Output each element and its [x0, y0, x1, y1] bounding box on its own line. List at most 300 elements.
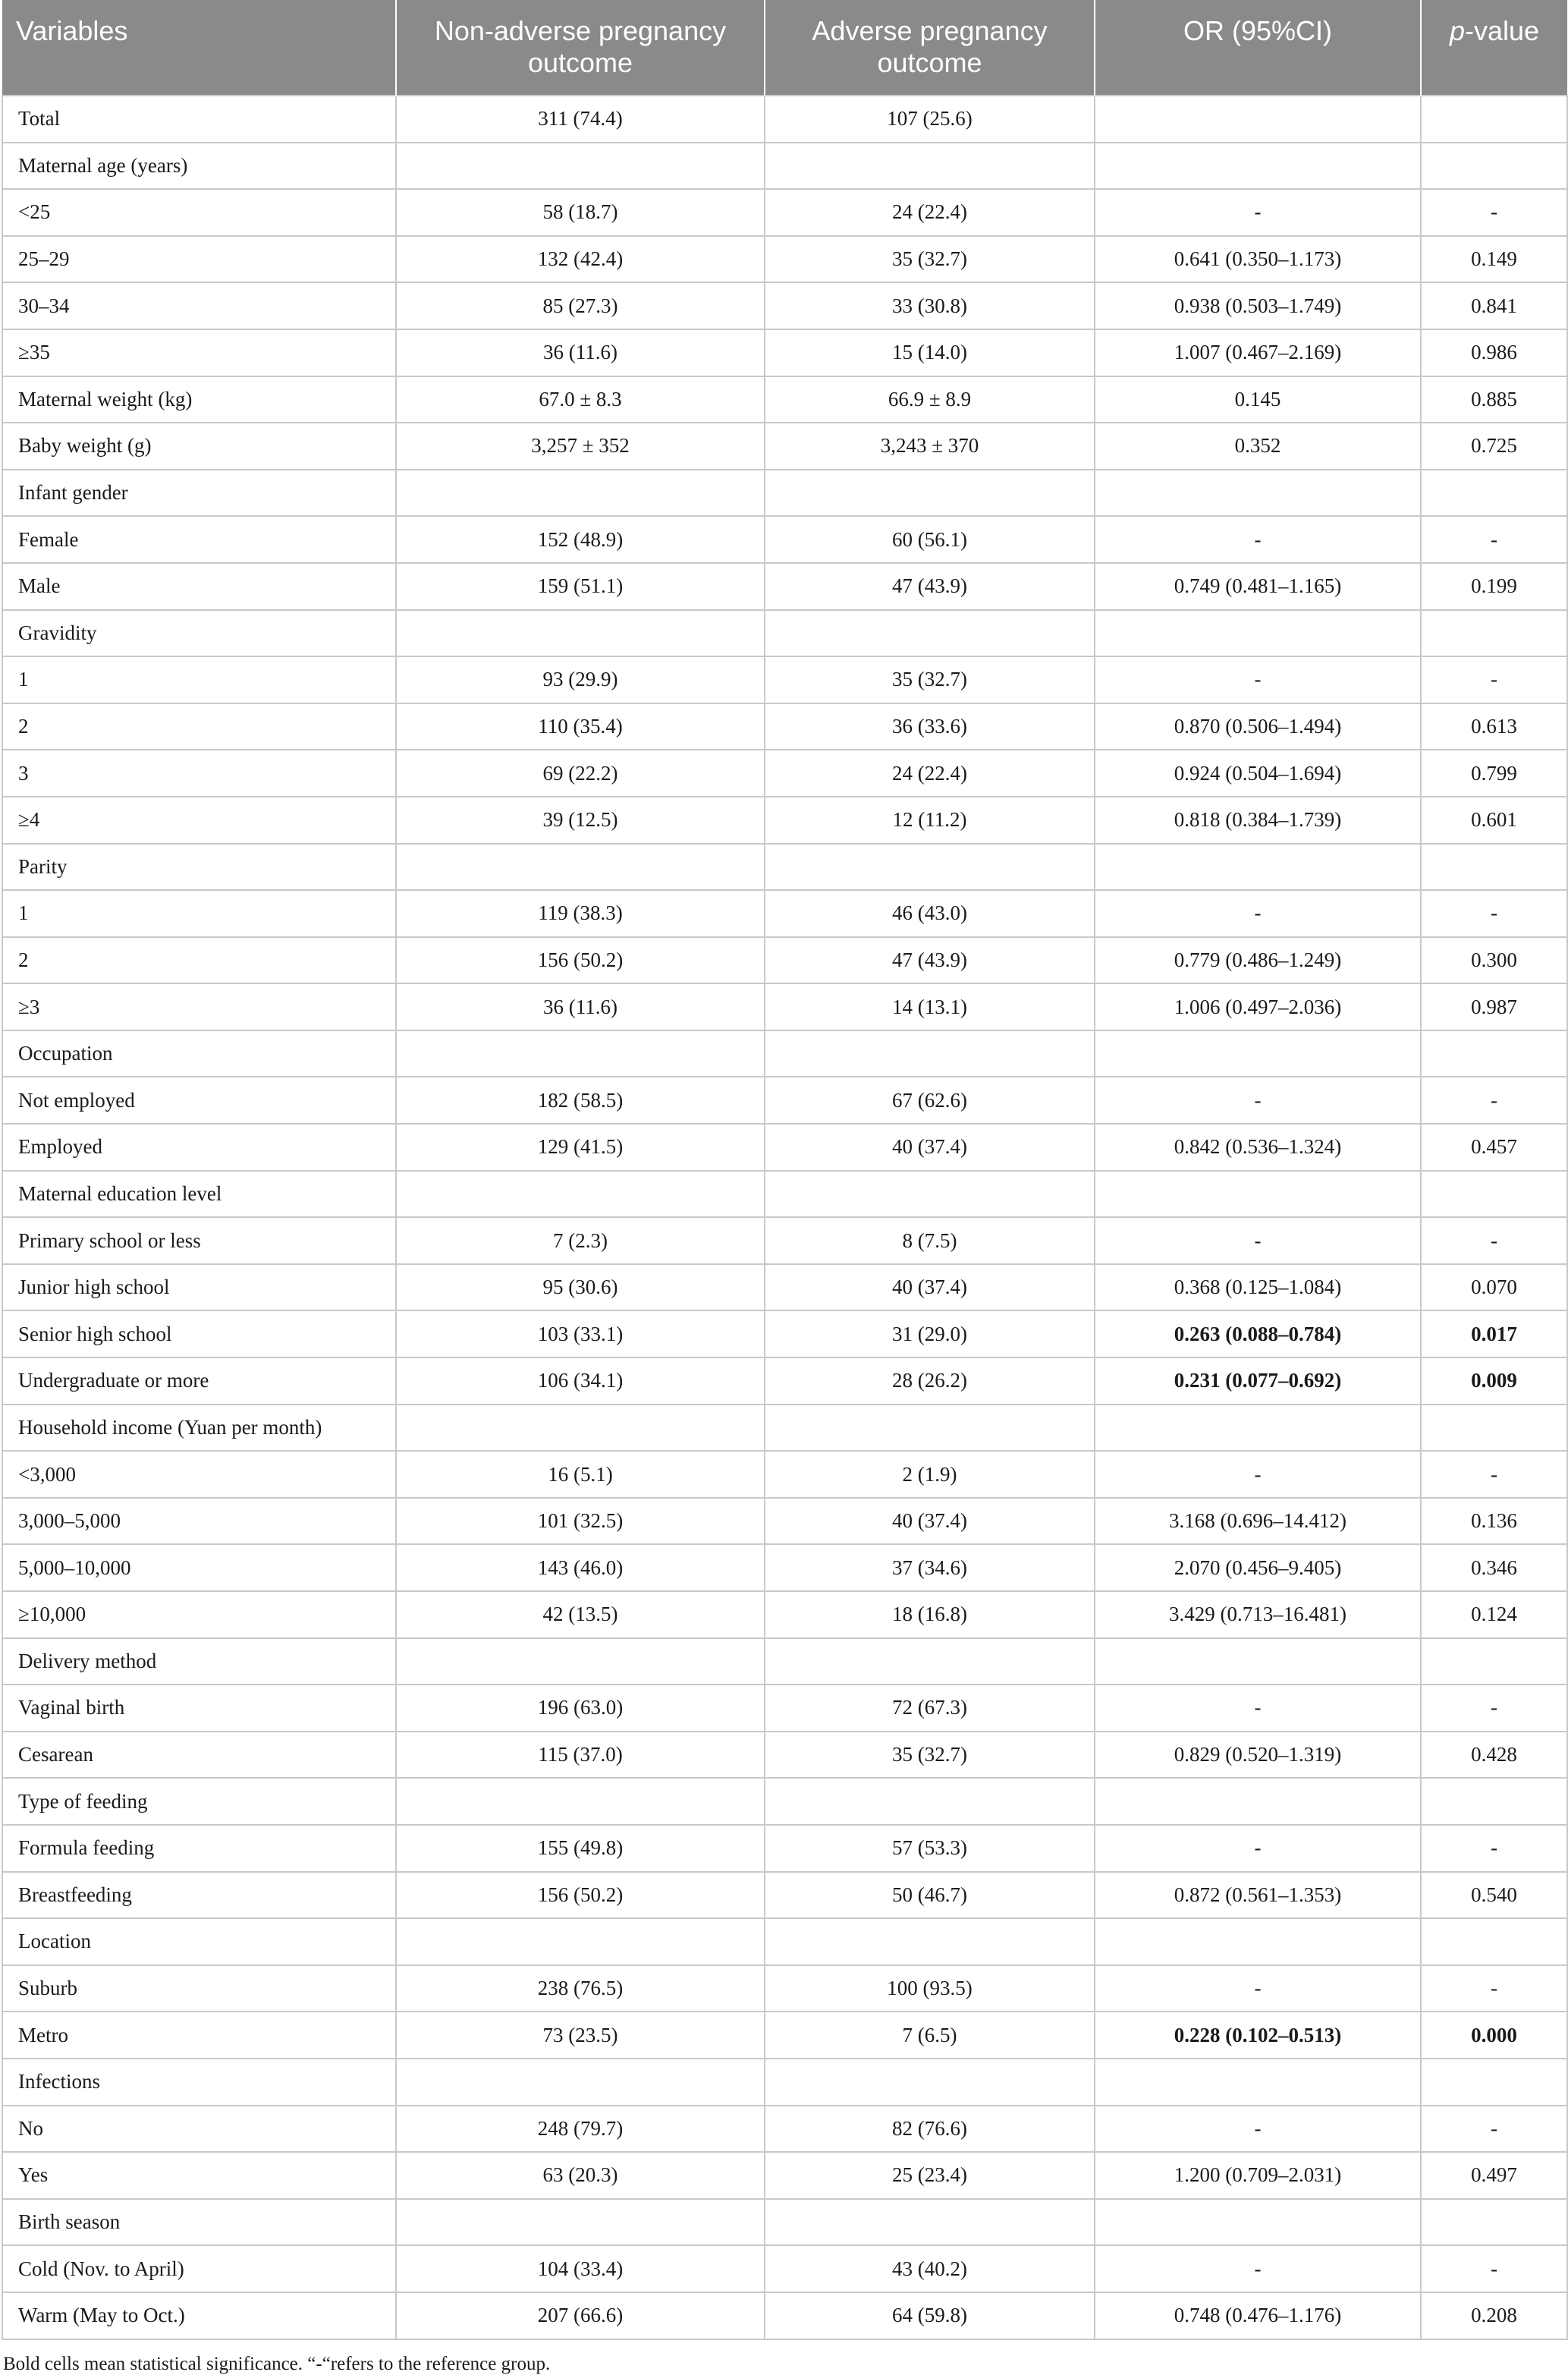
- cell-odds-ratio: [1095, 1918, 1421, 1965]
- cell-p-value: [1421, 844, 1567, 891]
- cell-p-value: 0.346: [1421, 1544, 1567, 1591]
- cell-p-value: [1421, 2199, 1567, 2246]
- cell-adverse: [765, 1405, 1095, 1452]
- cell-variable: Location: [2, 1918, 396, 1965]
- cell-non-adverse: 36 (11.6): [396, 329, 765, 376]
- table-row: [2, 1498, 1567, 1545]
- cell-odds-ratio: 0.231 (0.077–0.692): [1095, 1357, 1421, 1405]
- cell-odds-ratio: 0.368 (0.125–1.084): [1095, 1264, 1421, 1311]
- cell-odds-ratio: 0.228 (0.102–0.513): [1095, 2012, 1421, 2059]
- cell-p-value: 0.199: [1421, 563, 1567, 610]
- cell-odds-ratio: 0.352: [1095, 423, 1421, 470]
- cell-non-adverse: 129 (41.5): [396, 1124, 765, 1171]
- cell-variable: Household income (Yuan per month): [2, 1405, 396, 1452]
- cell-variable: Yes: [2, 2152, 396, 2199]
- cell-p-value: 0.017: [1421, 1310, 1567, 1357]
- cell-odds-ratio: 0.641 (0.350–1.173): [1095, 236, 1421, 283]
- cell-adverse: 37 (34.6): [765, 1544, 1095, 1591]
- table-header: [2, 0, 1567, 96]
- cell-variable: Formula feeding: [2, 1825, 396, 1872]
- table-row: [2, 236, 1567, 283]
- cell-variable: Cold (Nov. to April): [2, 2245, 396, 2292]
- table-row: [2, 610, 1567, 657]
- cell-p-value: -: [1421, 1825, 1567, 1872]
- cell-non-adverse: 95 (30.6): [396, 1264, 765, 1311]
- cell-adverse: 40 (37.4): [765, 1498, 1095, 1545]
- cell-variable: Suburb: [2, 1965, 396, 2012]
- cell-odds-ratio: -: [1095, 890, 1421, 937]
- cell-p-value: 0.540: [1421, 1872, 1567, 1919]
- table-row: [2, 1171, 1567, 1218]
- cell-p-value: -: [1421, 1685, 1567, 1732]
- header-non-adverse-outcome: Non-adverse pregnancy outcome: [396, 0, 765, 96]
- cell-non-adverse: 152 (48.9): [396, 516, 765, 563]
- cell-p-value: [1421, 470, 1567, 517]
- cell-odds-ratio: -: [1095, 1217, 1421, 1264]
- cell-odds-ratio: [1095, 96, 1421, 143]
- cell-adverse: 46 (43.0): [765, 890, 1095, 937]
- table-row: [2, 423, 1567, 470]
- table-row: [2, 2152, 1567, 2199]
- cell-odds-ratio: 0.924 (0.504–1.694): [1095, 750, 1421, 797]
- cell-odds-ratio: 0.938 (0.503–1.749): [1095, 282, 1421, 329]
- cell-p-value: [1421, 143, 1567, 190]
- cell-non-adverse: 104 (33.4): [396, 2245, 765, 2292]
- cell-adverse: 25 (23.4): [765, 2152, 1095, 2199]
- cell-p-value: -: [1421, 1077, 1567, 1124]
- cell-odds-ratio: 0.818 (0.384–1.739): [1095, 797, 1421, 844]
- cell-adverse: 67 (62.6): [765, 1077, 1095, 1124]
- header-p-italic: p: [1449, 15, 1465, 46]
- cell-odds-ratio: [1095, 2059, 1421, 2106]
- cell-variable: Undergraduate or more: [2, 1357, 396, 1405]
- cell-odds-ratio: -: [1095, 516, 1421, 563]
- cell-odds-ratio: [1095, 1171, 1421, 1218]
- cell-non-adverse: 106 (34.1): [396, 1357, 765, 1405]
- cell-adverse: 35 (32.7): [765, 656, 1095, 703]
- cell-adverse: [765, 470, 1095, 517]
- cell-adverse: [765, 2059, 1095, 2106]
- table-row: [2, 563, 1567, 610]
- cell-variable: <3,000: [2, 1451, 396, 1498]
- cell-variable: 1: [2, 890, 396, 937]
- cell-variable: Parity: [2, 844, 396, 891]
- cell-odds-ratio: -: [1095, 1965, 1421, 2012]
- header-variables: Variables: [2, 0, 396, 96]
- cell-odds-ratio: -: [1095, 189, 1421, 236]
- cell-variable: 2: [2, 703, 396, 750]
- cell-odds-ratio: 0.842 (0.536–1.324): [1095, 1124, 1421, 1171]
- cell-non-adverse: 103 (33.1): [396, 1310, 765, 1357]
- cell-odds-ratio: 2.070 (0.456–9.405): [1095, 1544, 1421, 1591]
- cell-adverse: 72 (67.3): [765, 1685, 1095, 1732]
- table-row: [2, 2245, 1567, 2292]
- cell-p-value: [1421, 1171, 1567, 1218]
- cell-odds-ratio: 0.779 (0.486–1.249): [1095, 937, 1421, 984]
- cell-p-value: -: [1421, 1217, 1567, 1264]
- table-row: [2, 1264, 1567, 1311]
- cell-adverse: [765, 1030, 1095, 1077]
- cell-non-adverse: 238 (76.5): [396, 1965, 765, 2012]
- table-row: [2, 1685, 1567, 1732]
- cell-p-value: 0.300: [1421, 937, 1567, 984]
- cell-adverse: 100 (93.5): [765, 1965, 1095, 2012]
- cell-variable: ≥4: [2, 797, 396, 844]
- cell-adverse: [765, 1918, 1095, 1965]
- cell-variable: Employed: [2, 1124, 396, 1171]
- table-row: [2, 1732, 1567, 1779]
- cell-variable: Cesarean: [2, 1732, 396, 1779]
- cell-p-value: [1421, 1030, 1567, 1077]
- cell-p-value: 0.987: [1421, 983, 1567, 1030]
- cell-non-adverse: 155 (49.8): [396, 1825, 765, 1872]
- cell-variable: No: [2, 2106, 396, 2153]
- cell-variable: Primary school or less: [2, 1217, 396, 1264]
- header-row: [2, 0, 1567, 96]
- cell-non-adverse: 39 (12.5): [396, 797, 765, 844]
- cell-p-value: 0.000: [1421, 2012, 1567, 2059]
- cell-odds-ratio: [1095, 1638, 1421, 1685]
- table-row: [2, 1872, 1567, 1919]
- cell-adverse: [765, 1638, 1095, 1685]
- cell-variable: Infections: [2, 2059, 396, 2106]
- table-row: [2, 96, 1567, 143]
- cell-p-value: [1421, 1638, 1567, 1685]
- cell-variable: Breastfeeding: [2, 1872, 396, 1919]
- table-row: [2, 750, 1567, 797]
- cell-p-value: -: [1421, 1965, 1567, 2012]
- table-row: [2, 1077, 1567, 1124]
- cell-adverse: 57 (53.3): [765, 1825, 1095, 1872]
- cell-non-adverse: 73 (23.5): [396, 2012, 765, 2059]
- table-row: [2, 703, 1567, 750]
- cell-non-adverse: [396, 610, 765, 657]
- cell-non-adverse: 182 (58.5): [396, 1077, 765, 1124]
- cell-p-value: -: [1421, 890, 1567, 937]
- cell-non-adverse: [396, 470, 765, 517]
- cell-variable: Not employed: [2, 1077, 396, 1124]
- cell-odds-ratio: 0.872 (0.561–1.353): [1095, 1872, 1421, 1919]
- cell-non-adverse: [396, 1030, 765, 1077]
- header-p-suffix: -value: [1464, 15, 1540, 46]
- cell-p-value: 0.799: [1421, 750, 1567, 797]
- cell-non-adverse: [396, 2059, 765, 2106]
- cell-non-adverse: 36 (11.6): [396, 983, 765, 1030]
- cell-p-value: 0.070: [1421, 1264, 1567, 1311]
- cell-variable: Total: [2, 96, 396, 143]
- table-row: [2, 1357, 1567, 1405]
- cell-adverse: 18 (16.8): [765, 1591, 1095, 1638]
- table-row: [2, 1825, 1567, 1872]
- cell-odds-ratio: 0.749 (0.481–1.165): [1095, 563, 1421, 610]
- cell-variable: Junior high school: [2, 1264, 396, 1311]
- cell-p-value: -: [1421, 2106, 1567, 2153]
- cell-non-adverse: 156 (50.2): [396, 1872, 765, 1919]
- cell-odds-ratio: 0.748 (0.476–1.176): [1095, 2292, 1421, 2339]
- table-body: [2, 96, 1567, 2339]
- cell-variable: ≥10,000: [2, 1591, 396, 1638]
- table-row: [2, 376, 1567, 423]
- cell-non-adverse: [396, 143, 765, 190]
- cell-variable: Male: [2, 563, 396, 610]
- cell-adverse: 64 (59.8): [765, 2292, 1095, 2339]
- table-row: [2, 890, 1567, 937]
- cell-non-adverse: [396, 844, 765, 891]
- cell-p-value: 0.124: [1421, 1591, 1567, 1638]
- cell-non-adverse: [396, 1171, 765, 1218]
- cell-non-adverse: 7 (2.3): [396, 1217, 765, 1264]
- cell-non-adverse: [396, 2199, 765, 2246]
- cell-p-value: 0.428: [1421, 1732, 1567, 1779]
- cell-variable: Warm (May to Oct.): [2, 2292, 396, 2339]
- cell-variable: 3,000–5,000: [2, 1498, 396, 1545]
- cell-adverse: 47 (43.9): [765, 937, 1095, 984]
- cell-odds-ratio: [1095, 1778, 1421, 1825]
- cell-p-value: 0.885: [1421, 376, 1567, 423]
- cell-p-value: 0.009: [1421, 1357, 1567, 1405]
- cell-adverse: 66.9 ± 8.9: [765, 376, 1095, 423]
- cell-p-value: 0.497: [1421, 2152, 1567, 2199]
- table-row: [2, 2106, 1567, 2153]
- cell-odds-ratio: 3.168 (0.696–14.412): [1095, 1498, 1421, 1545]
- header-adverse-outcome: Adverse pregnancy outcome: [765, 0, 1095, 96]
- cell-adverse: [765, 610, 1095, 657]
- cell-p-value: [1421, 1778, 1567, 1825]
- cell-odds-ratio: -: [1095, 2245, 1421, 2292]
- cell-adverse: 40 (37.4): [765, 1124, 1095, 1171]
- cell-non-adverse: 196 (63.0): [396, 1685, 765, 1732]
- table-row: [2, 1405, 1567, 1452]
- cell-p-value: [1421, 610, 1567, 657]
- cell-p-value: [1421, 96, 1567, 143]
- cell-odds-ratio: [1095, 143, 1421, 190]
- header-p-value: [1421, 0, 1567, 96]
- cell-adverse: 107 (25.6): [765, 96, 1095, 143]
- header-odds-ratio: OR (95%CI): [1095, 0, 1421, 96]
- table-row: [2, 797, 1567, 844]
- cell-variable: Infant gender: [2, 470, 396, 517]
- cell-non-adverse: 93 (29.9): [396, 656, 765, 703]
- cell-non-adverse: 156 (50.2): [396, 937, 765, 984]
- cell-variable: 1: [2, 656, 396, 703]
- cell-variable: Occupation: [2, 1030, 396, 1077]
- cell-p-value: 0.986: [1421, 329, 1567, 376]
- cell-p-value: 0.725: [1421, 423, 1567, 470]
- cell-non-adverse: 159 (51.1): [396, 563, 765, 610]
- cell-odds-ratio: [1095, 610, 1421, 657]
- cell-non-adverse: [396, 1778, 765, 1825]
- cell-p-value: 0.613: [1421, 703, 1567, 750]
- table-row: [2, 1217, 1567, 1264]
- cell-variable: ≥35: [2, 329, 396, 376]
- cell-odds-ratio: 3.429 (0.713–16.481): [1095, 1591, 1421, 1638]
- cell-odds-ratio: [1095, 1405, 1421, 1452]
- cell-variable: Maternal education level: [2, 1171, 396, 1218]
- table-row: [2, 1310, 1567, 1357]
- table-row: [2, 1451, 1567, 1498]
- table-row: [2, 844, 1567, 891]
- table-row: [2, 1591, 1567, 1638]
- cell-odds-ratio: -: [1095, 1825, 1421, 1872]
- cell-adverse: 3,243 ± 370: [765, 423, 1095, 470]
- table-row: [2, 2292, 1567, 2339]
- cell-variable: 30–34: [2, 282, 396, 329]
- cell-variable: Baby weight (g): [2, 423, 396, 470]
- cell-non-adverse: 115 (37.0): [396, 1732, 765, 1779]
- cell-non-adverse: 101 (32.5): [396, 1498, 765, 1545]
- table-row: [2, 470, 1567, 517]
- cell-odds-ratio: 0.263 (0.088–0.784): [1095, 1310, 1421, 1357]
- cell-non-adverse: 3,257 ± 352: [396, 423, 765, 470]
- cell-p-value: [1421, 1405, 1567, 1452]
- cell-variable: Vaginal birth: [2, 1685, 396, 1732]
- table-row: [2, 329, 1567, 376]
- cell-variable: Gravidity: [2, 610, 396, 657]
- cell-adverse: 82 (76.6): [765, 2106, 1095, 2153]
- cell-adverse: 50 (46.7): [765, 1872, 1095, 1919]
- table-row: [2, 1638, 1567, 1685]
- cell-non-adverse: 119 (38.3): [396, 890, 765, 937]
- cell-adverse: 28 (26.2): [765, 1357, 1095, 1405]
- cell-odds-ratio: -: [1095, 1685, 1421, 1732]
- cell-adverse: 24 (22.4): [765, 750, 1095, 797]
- cell-adverse: 31 (29.0): [765, 1310, 1095, 1357]
- cell-p-value: 0.601: [1421, 797, 1567, 844]
- table-row: [2, 1544, 1567, 1591]
- cell-non-adverse: 132 (42.4): [396, 236, 765, 283]
- cell-p-value: [1421, 1918, 1567, 1965]
- table-row: [2, 937, 1567, 984]
- cell-odds-ratio: -: [1095, 1077, 1421, 1124]
- cell-odds-ratio: 1.200 (0.709–2.031): [1095, 2152, 1421, 2199]
- cell-odds-ratio: -: [1095, 2106, 1421, 2153]
- cell-odds-ratio: 0.829 (0.520–1.319): [1095, 1732, 1421, 1779]
- table-row: [2, 1030, 1567, 1077]
- cell-variable: 2: [2, 937, 396, 984]
- cell-odds-ratio: [1095, 2199, 1421, 2246]
- cell-non-adverse: 207 (66.6): [396, 2292, 765, 2339]
- cell-p-value: 0.841: [1421, 282, 1567, 329]
- cell-p-value: -: [1421, 516, 1567, 563]
- table-row: [2, 2012, 1567, 2059]
- table-row: [2, 1778, 1567, 1825]
- cell-p-value: -: [1421, 1451, 1567, 1498]
- cell-p-value: 0.457: [1421, 1124, 1567, 1171]
- table-row: [2, 983, 1567, 1030]
- cell-adverse: [765, 143, 1095, 190]
- cell-p-value: 0.136: [1421, 1498, 1567, 1545]
- cell-variable: <25: [2, 189, 396, 236]
- cell-adverse: [765, 1778, 1095, 1825]
- cell-adverse: 12 (11.2): [765, 797, 1095, 844]
- cell-adverse: 36 (33.6): [765, 703, 1095, 750]
- cell-non-adverse: 16 (5.1): [396, 1451, 765, 1498]
- cell-p-value: -: [1421, 189, 1567, 236]
- cell-odds-ratio: 0.145: [1095, 376, 1421, 423]
- cell-adverse: 8 (7.5): [765, 1217, 1095, 1264]
- cell-non-adverse: 69 (22.2): [396, 750, 765, 797]
- cell-odds-ratio: [1095, 1030, 1421, 1077]
- cell-odds-ratio: 0.870 (0.506–1.494): [1095, 703, 1421, 750]
- table-row: [2, 2199, 1567, 2246]
- table-row: [2, 1918, 1567, 1965]
- cell-variable: Birth season: [2, 2199, 396, 2246]
- cell-adverse: 33 (30.8): [765, 282, 1095, 329]
- cell-variable: Senior high school: [2, 1310, 396, 1357]
- cell-non-adverse: 248 (79.7): [396, 2106, 765, 2153]
- cell-variable: Metro: [2, 2012, 396, 2059]
- cell-p-value: 0.149: [1421, 236, 1567, 283]
- cell-variable: 5,000–10,000: [2, 1544, 396, 1591]
- cell-adverse: 2 (1.9): [765, 1451, 1095, 1498]
- cell-p-value: -: [1421, 656, 1567, 703]
- cell-variable: Maternal weight (kg): [2, 376, 396, 423]
- results-table: [2, 0, 1568, 2340]
- cell-non-adverse: 67.0 ± 8.3: [396, 376, 765, 423]
- cell-non-adverse: [396, 1405, 765, 1452]
- cell-adverse: [765, 844, 1095, 891]
- cell-non-adverse: 110 (35.4): [396, 703, 765, 750]
- cell-variable: 25–29: [2, 236, 396, 283]
- table-row: [2, 143, 1567, 190]
- cell-adverse: 60 (56.1): [765, 516, 1095, 563]
- cell-odds-ratio: 1.006 (0.497–2.036): [1095, 983, 1421, 1030]
- cell-variable: ≥3: [2, 983, 396, 1030]
- cell-adverse: 35 (32.7): [765, 1732, 1095, 1779]
- cell-adverse: 14 (13.1): [765, 983, 1095, 1030]
- cell-odds-ratio: 1.007 (0.467–2.169): [1095, 329, 1421, 376]
- table-row: [2, 516, 1567, 563]
- cell-adverse: 7 (6.5): [765, 2012, 1095, 2059]
- cell-non-adverse: 42 (13.5): [396, 1591, 765, 1638]
- cell-odds-ratio: [1095, 470, 1421, 517]
- cell-p-value: -: [1421, 2245, 1567, 2292]
- cell-non-adverse: 143 (46.0): [396, 1544, 765, 1591]
- cell-odds-ratio: [1095, 844, 1421, 891]
- cell-variable: 3: [2, 750, 396, 797]
- table-row: [2, 189, 1567, 236]
- cell-variable: Delivery method: [2, 1638, 396, 1685]
- cell-variable: Female: [2, 516, 396, 563]
- cell-adverse: 47 (43.9): [765, 563, 1095, 610]
- table-row: [2, 2059, 1567, 2106]
- cell-non-adverse: 311 (74.4): [396, 96, 765, 143]
- table-footnote: Bold cells mean statistical significance. “-“refers to the reference group.: [3, 2353, 551, 2374]
- cell-odds-ratio: -: [1095, 656, 1421, 703]
- cell-adverse: 24 (22.4): [765, 189, 1095, 236]
- table-row: [2, 1965, 1567, 2012]
- cell-variable: Maternal age (years): [2, 143, 396, 190]
- table-row: [2, 282, 1567, 329]
- cell-adverse: [765, 1171, 1095, 1218]
- cell-adverse: 15 (14.0): [765, 329, 1095, 376]
- cell-adverse: [765, 2199, 1095, 2246]
- cell-non-adverse: [396, 1638, 765, 1685]
- table-row: [2, 1124, 1567, 1171]
- cell-odds-ratio: -: [1095, 1451, 1421, 1498]
- cell-p-value: 0.208: [1421, 2292, 1567, 2339]
- cell-non-adverse: 63 (20.3): [396, 2152, 765, 2199]
- cell-p-value: [1421, 2059, 1567, 2106]
- cell-non-adverse: 58 (18.7): [396, 189, 765, 236]
- cell-adverse: 35 (32.7): [765, 236, 1095, 283]
- table-row: [2, 656, 1567, 703]
- cell-non-adverse: [396, 1918, 765, 1965]
- cell-adverse: 40 (37.4): [765, 1264, 1095, 1311]
- cell-non-adverse: 85 (27.3): [396, 282, 765, 329]
- cell-variable: Type of feeding: [2, 1778, 396, 1825]
- cell-adverse: 43 (40.2): [765, 2245, 1095, 2292]
